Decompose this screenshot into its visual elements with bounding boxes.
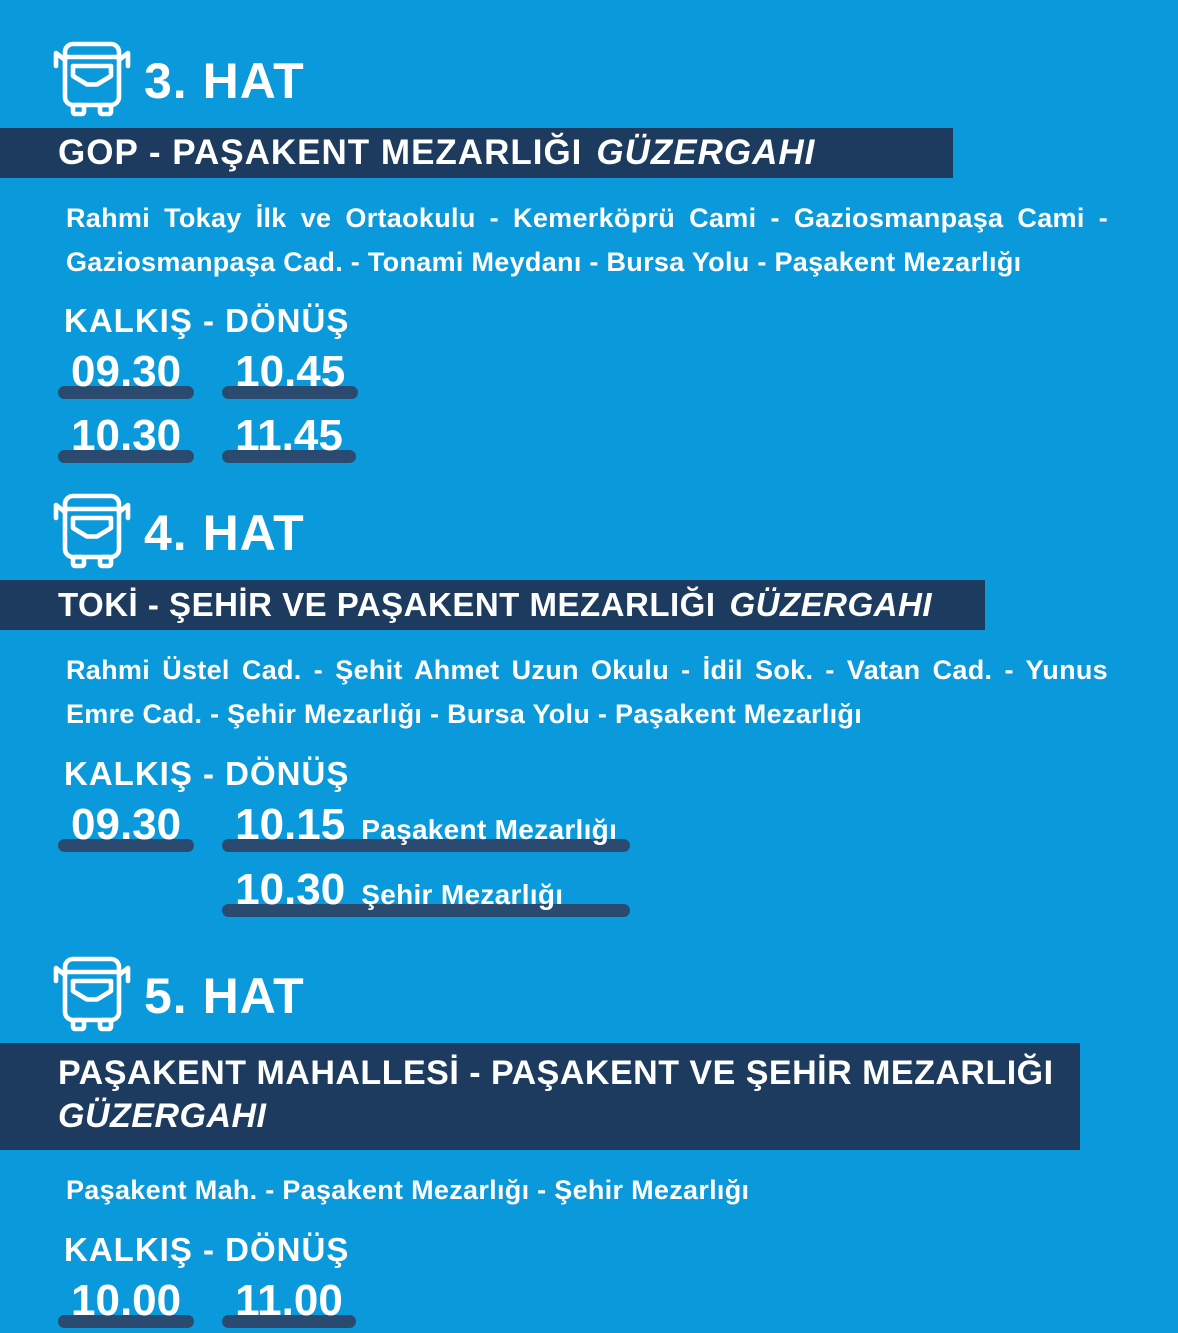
- time-destination-label: Şehir Mezarlığı: [361, 878, 564, 910]
- route-bar-hat-4: [0, 580, 985, 630]
- route-bar-suffix: GÜZERGAHI: [58, 1097, 267, 1136]
- departure-time: [58, 801, 194, 857]
- time-value: 09.30: [71, 347, 182, 397]
- times-row: [58, 1277, 1178, 1333]
- return-time-pasakent: [222, 801, 630, 857]
- time-value: 11.00: [235, 1275, 343, 1325]
- times-row: [58, 801, 1178, 931]
- route-bar-main: PAŞAKENT MAHALLESİ - PAŞAKENT VE ŞEHİR MEZARLIĞI: [58, 1053, 1054, 1092]
- return-time: [222, 412, 356, 468]
- section-hat-3: [0, 38, 1178, 468]
- times-header-hat-3: KALKIŞ - DÖNÜŞ: [64, 302, 350, 340]
- bus-icon: [50, 490, 134, 570]
- route-bar-suffix: GÜZERGAHI: [729, 586, 932, 624]
- time-value: 11.45: [235, 411, 343, 461]
- section-4-header: [50, 490, 1178, 570]
- returns-column: [222, 801, 630, 931]
- departure-time: [58, 348, 194, 404]
- times-row: [58, 348, 1178, 404]
- return-time-sehir: [222, 866, 630, 922]
- departure-time: [58, 1277, 194, 1333]
- route-bar-hat-3: [0, 128, 953, 178]
- time-value: 10.30: [71, 411, 182, 461]
- bus-icon: [50, 953, 134, 1033]
- route-bar-suffix: GÜZERGAHI: [596, 133, 816, 172]
- times-header-hat-5: KALKIŞ - DÖNÜŞ: [64, 1230, 350, 1268]
- stops-list-hat-5: Paşakent Mah. - Paşakent Mezarlığı - Şehir Mezarlığı: [66, 1174, 750, 1205]
- section-hat-5: [0, 953, 1178, 1333]
- time-value: 10.15: [235, 799, 346, 849]
- time-destination-label: Paşakent Mezarlığı: [361, 813, 618, 845]
- departure-time: [58, 412, 194, 468]
- section-5-header: [50, 953, 1178, 1033]
- stops-list-hat-4: Rahmi Üstel Cad. - Şehit Ahmet Uzun Okulu - İdil Sok. - Vatan Cad. - Yunus Emre Cad. - Şehir Mezarlığı - Bursa Yolu - Paşakent Mezarlığı: [66, 655, 1108, 730]
- time-value: 10.45: [235, 347, 346, 397]
- stops-list-hat-3: Rahmi Tokay İlk ve Ortaokulu - Kemerköprü Cami - Gaziosmanpaşa Cami - Gaziosmanpaşa Cad. - Tonami Meydanı - Bursa Yolu - Paşakent Mezarlığı: [66, 203, 1108, 277]
- hat-3-title: 3. HAT: [144, 53, 305, 109]
- route-bar-hat-5: [0, 1043, 1080, 1150]
- time-value: 10.30: [235, 864, 346, 914]
- time-value: 09.30: [71, 799, 182, 849]
- bus-icon: [50, 38, 134, 118]
- section-3-header: [50, 38, 1178, 118]
- return-time: [222, 348, 358, 404]
- section-hat-4: [0, 490, 1178, 930]
- route-bar-main: GOP - PAŞAKENT MEZARLIĞI: [58, 133, 583, 172]
- hat-5-title: 5. HAT: [144, 967, 305, 1024]
- times-row: [58, 412, 1178, 468]
- return-time: [222, 1277, 356, 1333]
- route-bar-main: TOKİ - ŞEHİR VE PAŞAKENT MEZARLIĞI: [58, 586, 716, 624]
- time-value: 10.00: [71, 1275, 182, 1325]
- hat-4-title: 4. HAT: [144, 505, 305, 562]
- times-header-hat-4: KALKIŞ - DÖNÜŞ: [64, 754, 350, 792]
